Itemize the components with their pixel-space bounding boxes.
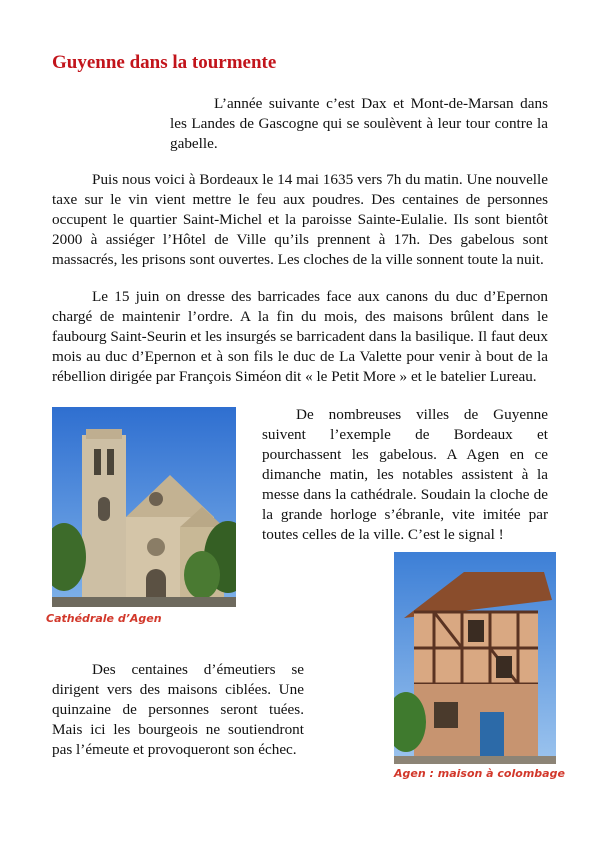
paragraph-emeutiers: Des centaines d’émeutiers se dirigent vers des maisons ciblées. Une quinzaine de personnes seront tuées. Mais ici les bourgeois ne soutiendront pas l’émeute et provoqueront son échec. xyxy=(52,661,304,758)
paragraph-barricades: Le 15 juin on dresse des barricades face aux canons du duc d’Epernon chargé de maintenir l’ordre. A la fin du mois, des maisons brûlent dans le faubourg Saint-Seurin et les insurgés se barricadent dans la basilique. Il faut deux mois au duc d’Epernon et à son fils le duc de La Valette pour venir à bout de la rébellion dirigée par François Siméon dit « le Petit More » et le batelier Lureau. xyxy=(52,288,548,385)
paragraph-intro: L’année suivante c’est Dax et Mont-de-Marsan dans les Landes de Gascogne qui se soulèvent à leur tour contre la gabelle. xyxy=(170,95,548,152)
paragraph-bordeaux: Puis nous voici à Bordeaux le 14 mai 1635 vers 7h du matin. Une nouvelle taxe sur le vin vient mettre le feu aux poudres. Des centaines de personnes occupent le quartier Saint-Michel et la paroisse Sainte-Eulalie. Ils sont bientôt 2000 à assiéger l’Hôtel de Ville qu’ils prennent à 17h. Des gabelous sont massacrés, les prisons sont ouvertes. Les cloches de la ville sonnent toute la nuit. xyxy=(52,171,548,268)
cathedral-caption: Cathédrale d’Agen xyxy=(46,612,162,625)
half-timbered-house-photo xyxy=(394,552,556,764)
paragraph-agen: De nombreuses villes de Guyenne suivent l’exemple de Bordeaux et pourchassent les gabelous. A Agen en ce dimanche matin, les notables assistent à la messe dans la cathédrale. Soudain la cloche de la grande horloge s’ébranle, vite imitée par toutes celles de la ville. C’est le signal ! xyxy=(262,406,548,543)
house-caption: Agen : maison à colombage xyxy=(394,767,565,780)
cathedral-photo xyxy=(52,407,236,607)
page-title: Guyenne dans la tourmente xyxy=(52,52,277,73)
